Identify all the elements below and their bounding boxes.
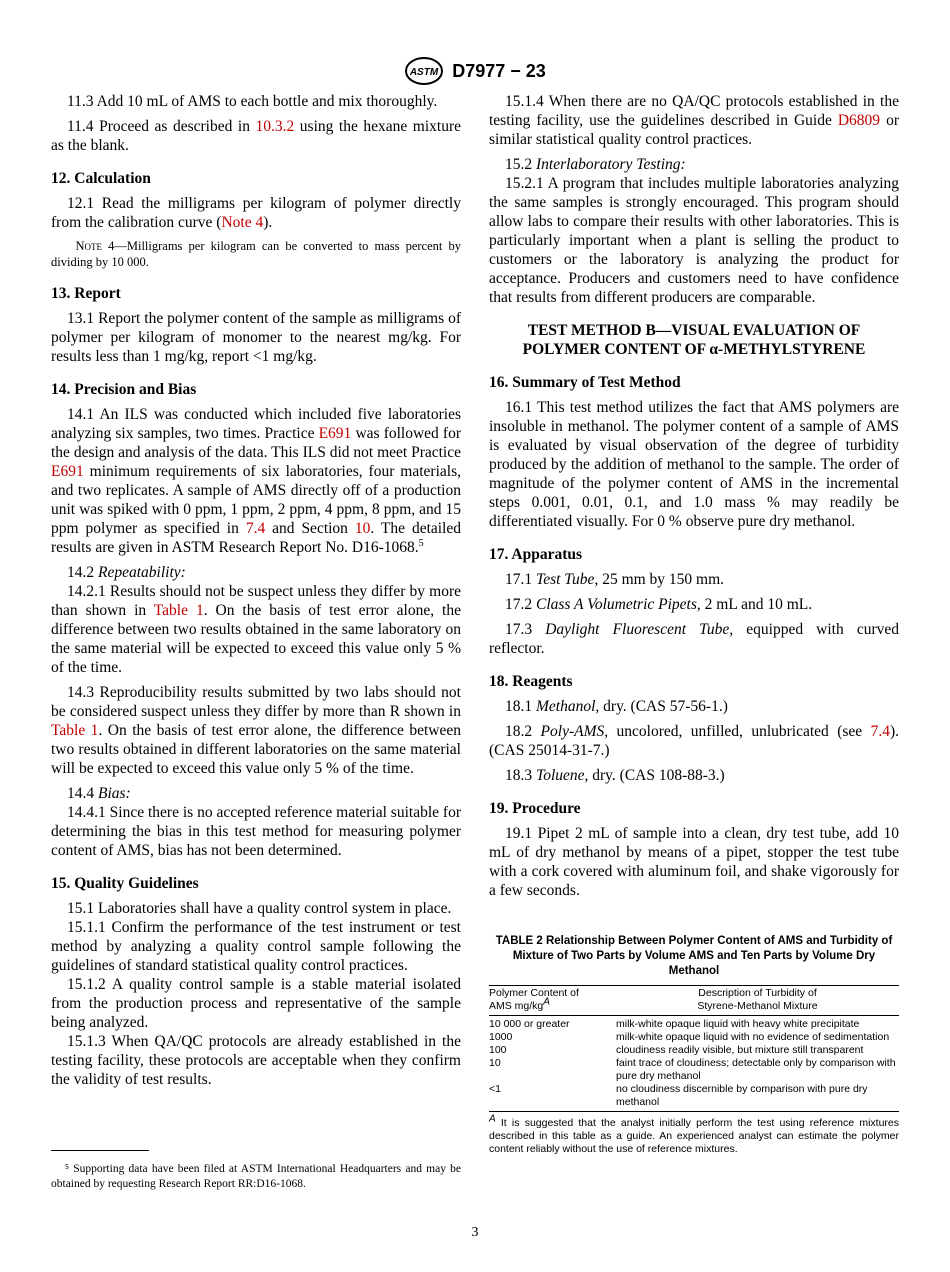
link-7-4[interactable]: 7.4 <box>870 723 890 740</box>
table-2 <box>489 934 899 1156</box>
link-e691[interactable]: E691 <box>318 425 352 442</box>
astm-logo-icon <box>404 56 444 86</box>
para-14-2-1: 14.2.1 Results should not be suspect unless they differ by more than shown in Table 1. On the basis of test error alone, the difference between two results obtained in the same laboratory on the same material will be expected to exceed this value only 5 % of the time. <box>51 583 461 676</box>
para-11-3: 11.3 Add 10 mL of AMS to each bottle and mix thoroughly. <box>67 93 438 110</box>
link-table-1[interactable]: Table 1 <box>51 722 99 739</box>
footnote-ref-5: 5 <box>418 537 424 549</box>
para-19-1: 19.1 Pipet 2 mL of sample into a clean, dry test tube, add 10 mL of dry methanol by means of a pipet, stopper the test tube with a cork covered with aluminum foil, and shake vigorously for a few seconds. <box>489 825 899 899</box>
para-15-2: 15.2 Interlaboratory Testing: <box>505 156 686 173</box>
footnote-divider <box>51 1150 149 1151</box>
footnote-5: ⁵ Supporting data have been filed at ASTM International Headquarters and may be obtained by requesting Research Report RR:D16-1068. <box>51 1163 461 1190</box>
para-14-1: 14.1 An ILS was conducted which included five laboratories analyzing six samples, two times. Practice E691 was followed for the design and analysis of the data. This ILS did not meet Practice E691 minimum requirements of six laboratories, four materials, and two replicates. A sample of AMS directly off of a production unit was spiked with 0 ppm, 1 ppm, 2 ppm, 4 ppm, 8 ppm, and 15 ppm polymer as specified in 7.4 and Section 10. The detailed results are given in ASTM Research Report No. D16-1068.$^5$ <box>51 406 461 556</box>
table-row: 1000 milk-white opaque liquid with no evidence of sedimentation <box>489 1031 890 1043</box>
page-header <box>0 56 950 86</box>
heading-12: 12. Calculation <box>51 170 151 187</box>
table-2-caption: TABLE 2 Relationship Between Polymer Content of AMS and Turbidity of Mixture of Two Parts by Volume AMS and Ten Parts by Volume Dry Methanol <box>495 935 893 977</box>
para-14-4-1: 14.4.1 Since there is no accepted reference material suitable for determining the bias in this test method for measuring polymer content of AMS, bias has not been determined. <box>51 804 461 859</box>
document-id: D7977 − 23 <box>452 60 546 81</box>
para-15-2-1: 15.2.1 A program that includes multiple laboratories analyzing the same samples is strongly encouraged. This program should allow labs to compare their results with other laboratories. This is particularly important when a plant is selling the product to customers or the laboratory is analyzing the product for acceptance. Producers and customers need to have confidence that results from different producers are comparable. <box>489 175 899 306</box>
link-7-4[interactable]: 7.4 <box>245 520 266 537</box>
para-14-4: 14.4 Bias: <box>67 785 131 802</box>
table-header-content: Polymer Content of AMS $mg/kg^A$ <box>489 986 616 1016</box>
link-note-4[interactable]: Note 4 <box>221 214 264 231</box>
para-11-4: 11.4 Proceed as described in 10.3.2 using the hexane mixture as the blank. <box>51 118 462 154</box>
note-4: Note 4—Milligrams per kilogram can be converted to mass percent by dividing by 10 000. <box>51 239 461 269</box>
heading-17: 17. Apparatus <box>489 546 583 563</box>
table-row: 10 faint trace of cloudiness; detectable only by comparison with pure dry methanol <box>489 1057 896 1082</box>
para-15-1-1: 15.1.1 Confirm the performance of the test instrument or test method by analyzing a quality control sample following the guidelines of standard statistical quality control practices. <box>51 919 461 974</box>
link-table-1[interactable]: Table 1 <box>153 602 204 619</box>
heading-13: 13. Report <box>51 285 121 302</box>
para-16-1: 16.1 This test method utilizes the fact that AMS polymers are insoluble in methanol. The polymer content of a sample of AMS is evaluated by visual observation of the degree of turbidity produced by the addition of methanol to the sample. The order of magnitude of the polymer content of AMS in the incremental steps 0.001, 0.01, 0.1, and 1.0 mass % may readily be differentiated visually. For 0 % observe pure dry methanol. <box>489 399 899 530</box>
heading-14: 14. Precision and Bias <box>51 381 197 398</box>
para-17-2: 17.2 Class A Volumetric Pipets, 2 mL and 10 mL. <box>505 596 813 613</box>
para-15-1-2: 15.1.2 A quality control sample is a stable material isolated from the production process and representative of the sample being analyzed. <box>51 976 461 1031</box>
para-18-1: 18.1 Methanol, dry. (CAS 57-56-1.) <box>505 698 728 715</box>
para-18-2: 18.2 Poly-AMS, uncolored, unfilled, unlubricated (see 7.4). (CAS 25014-31-7.) <box>489 723 899 759</box>
heading-16: 16. Summary of Test Method <box>489 374 681 391</box>
heading-18: 18. Reagents <box>489 673 573 690</box>
para-17-3: 17.3 Daylight Fluorescent Tube, equipped with curved reflector. <box>489 621 899 657</box>
para-14-3: 14.3 Reproducibility results submitted by two labs should not be considered suspect unless they differ by more than R shown in Table 1. On the basis of test error alone, the difference between two results obtained in different laboratories on the same material will be expected to exceed this value only 5 % of the time. <box>51 684 462 777</box>
heading-19: 19. Procedure <box>489 800 581 817</box>
para-13-1: 13.1 Report the polymer content of the sample as milligrams of polymer per kilogram of monomer to the nearest mg/kg. For results less than 1 mg/kg, report <1 mg/kg. <box>51 310 461 365</box>
para-18-3: 18.3 Toluene, dry. (CAS 108-88-3.) <box>505 767 725 784</box>
page-number: 3 <box>471 1225 479 1240</box>
para-17-1: 17.1 Test Tube, 25 mm by 150 mm. <box>505 571 725 588</box>
link-10-3-2[interactable]: 10.3.2 <box>255 118 295 135</box>
left-column <box>51 92 461 1095</box>
table-2-grid <box>489 985 899 1112</box>
para-15-1-4: 15.1.4 When there are no QA/QC protocols established in the testing facility, use the guidelines described in Guide D6809 or similar statistical quality control practices. <box>489 93 899 148</box>
right-column <box>489 92 899 906</box>
table-header-description: Description of Turbidity of Styrene-Methanol Mixture <box>616 986 899 1016</box>
para-14-2: 14.2 Repeatability: <box>67 564 186 581</box>
link-d6809[interactable]: D6809 <box>837 112 881 129</box>
para-15-1-3: 15.1.3 When QA/QC protocols are already established in the testing facility, these protocols are acceptable when they confirm the validity of test results. <box>51 1033 461 1088</box>
para-15-1: 15.1 Laboratories shall have a quality control system in place. <box>67 900 452 917</box>
heading-15: 15. Quality Guidelines <box>51 875 199 892</box>
link-section-10[interactable]: 10 <box>354 520 371 537</box>
link-e691[interactable]: E691 <box>51 463 84 480</box>
table-2-footnote: $^A$ It is suggested that the analyst initially perform the test using reference mixtures described in this table as a guide. An experienced analyst can estimate the polymer content reliably without the use of reference mixtures. <box>489 1113 899 1155</box>
para-12-1: 12.1 Read the milligrams per kilogram of polymer directly from the calibration curve (Note 4). <box>51 195 461 231</box>
table-row: 10 000 or greater milk-white opaque liquid with heavy white precipitate <box>489 1018 860 1030</box>
table-row: <1 no cloudiness discernible by comparison with pure dry methanol <box>489 1083 899 1112</box>
table-row: 100 cloudiness readily visible, but mixture still transparent <box>489 1044 864 1056</box>
test-method-b-title: TEST METHOD B—VISUAL EVALUATION OF POLYMER CONTENT OF α-METHYLSTYRENE <box>522 322 866 358</box>
svg-text:ASTM: ASTM <box>410 67 439 78</box>
